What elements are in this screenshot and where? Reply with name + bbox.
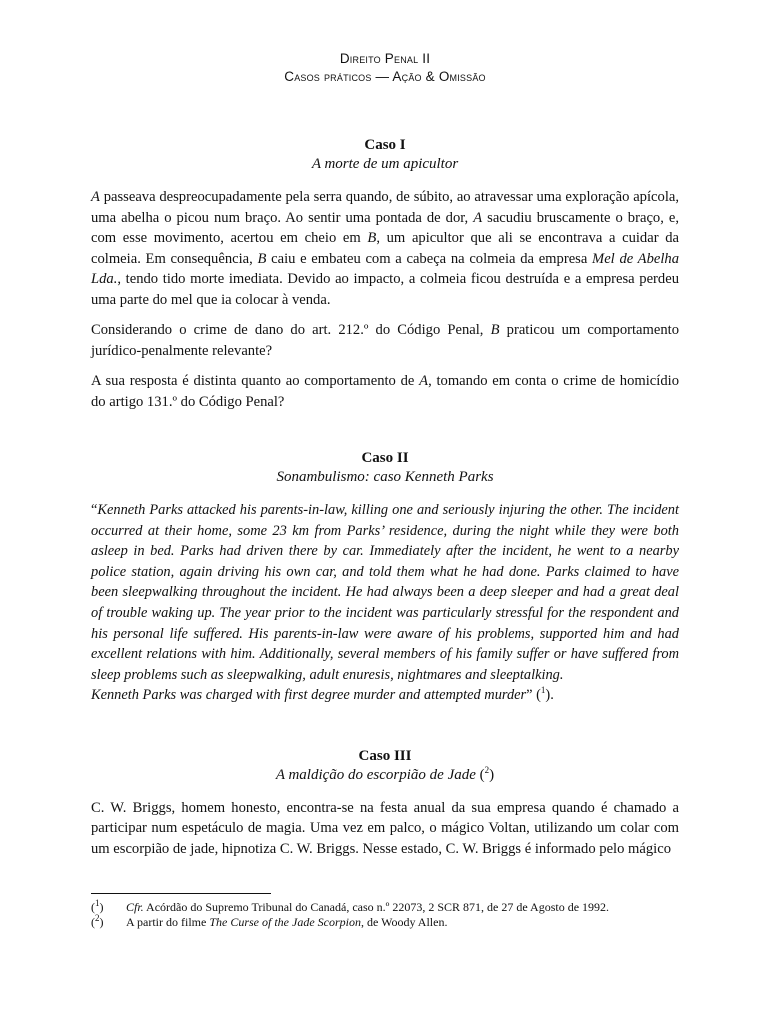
company-name: Mel de Abelha Lda. [91, 250, 679, 287]
case-3-paragraph-1: C. W. Briggs, homem honesto, encontra-se na festa anual da sua empresa quando é chamado a participar num espetáculo de magia. Uma vez em palco, o mágico Voltan, utilizando um colar com um escorpião de jade, hipnotiza C. W. Briggs. Nesse estado, C. W. Briggs é informado pelo mágico [91, 799, 679, 857]
film-title: The Curse of the Jade Scorpion [209, 915, 361, 929]
text-run: A sua resposta é distinta quanto ao comportamento de [91, 373, 420, 389]
footnote-1 [91, 900, 679, 915]
case-3-subtitle [91, 766, 679, 785]
name-b: B [490, 322, 500, 338]
name-b: B [367, 230, 377, 246]
case-1-subtitle: A morte de um apicultor [311, 156, 459, 172]
footnote-divider [91, 893, 271, 894]
course-title: Direito Penal II [339, 51, 431, 66]
text-run: caiu e embateu com a cabeça na colmeia da empresa [266, 250, 593, 267]
case-3-title: Caso III [358, 747, 412, 764]
name-a: A [473, 209, 483, 226]
name-b: B [257, 250, 267, 267]
case-1-title: Caso I [364, 137, 406, 153]
footnote-2-text [126, 915, 447, 930]
case-1-paragraph-2 [91, 320, 679, 361]
case-1-paragraph-3 [91, 371, 679, 412]
case-2-title: Caso II [361, 450, 409, 466]
document-subtitle: Casos práticos — Ação & Omissão [284, 69, 486, 84]
cfr-label: Cfr. [126, 900, 144, 914]
paren-open: ( [475, 766, 485, 783]
text-run: A partir do filme [126, 915, 210, 929]
text-run: praticou um comportamento jurídico-penalmente relevante? [91, 322, 680, 359]
quote-body: Kenneth Parks attacked his parents-in-law, killing one and seriously injuring the other. The incident occurred at their home, some 23 km from Parks’ residence, during the night while they were both asleep in bed. Parks had driven there by car. Immediately after the incident, he went to a nearby police station, again driving his own car, and told them what he had done. Parks claimed to have been sleepwalking throughout the incident. He had always been a deep sleeper and had a great deal of trouble waking up. The year prior to the incident was particularly stressful for the respondent and his personal life suffered. His parents-in-law were aware of his problems, supported him and had excellent relations with him. Additionally, several members of his family suffer or have suffered from sleep problems such as sleepwalking, adult enuresis, nightmares and sleeptalking. [91, 502, 679, 683]
quote-last-line: Kenneth Parks was charged with first degree murder and attempted murder [91, 687, 527, 704]
open-quote: “ [91, 502, 98, 518]
footnote-1-mark: ($^1$) [91, 898, 104, 914]
case-1-section [91, 136, 679, 412]
text-run: , um apicultor que ali se encontrava a cuidar da colmeia. Em consequência, [91, 230, 679, 267]
text-run: , tendo tido morte imediata. Devido ao impacto, a colmeia ficou destruída e a empresa perdeu uma parte do mel que ia colocar à venda. [91, 271, 679, 308]
footnote-2 [91, 915, 679, 930]
footnotes [91, 900, 679, 930]
case-3-subtitle-text: A maldição do escorpião de Jade [275, 766, 476, 783]
close-paren: ). [545, 687, 554, 704]
close-quote: ” ( [526, 687, 541, 704]
document-header [91, 50, 679, 86]
text-run: sacudiu bruscamente o braço, e, com esse movimento, acertou em cheio em [91, 209, 680, 246]
text-run: Considerando o crime de dano do art. 212.º do Código Penal, [91, 322, 491, 338]
footnote-ref-2[interactable]: 2 [484, 764, 490, 775]
text-run: , tomando em conta o crime de homicídio do artigo 131.º do Código Penal? [91, 373, 679, 410]
text-run: Acórdão do Supremo Tribunal do Canadá, caso n.º 22073, 2 SCR 871, de 27 de Agosto de 1992. [143, 900, 610, 914]
document-page [91, 50, 679, 859]
case-2-section [91, 449, 679, 706]
footnote-ref-1[interactable]: 1 [540, 685, 546, 696]
case-3-section [91, 747, 679, 860]
footnote-1-text [126, 900, 609, 915]
case-1-paragraph-1 [91, 187, 679, 310]
case-2-quote [91, 500, 679, 706]
text-run: , de Woody Allen. [360, 915, 448, 929]
case-2-subtitle: Sonambulismo: caso Kenneth Parks [276, 469, 494, 485]
footnote-2-mark: ($^2$) [91, 913, 104, 929]
paren-close: ) [489, 766, 495, 783]
name-a: A [91, 189, 100, 205]
name-a: A [419, 373, 429, 389]
text-run: passeava despreocupadamente pela serra quando, de súbito, ao atravessar uma exploração apícola, uma abelha o picou num braço. Ao sentir uma pontada de dor, [91, 189, 679, 226]
